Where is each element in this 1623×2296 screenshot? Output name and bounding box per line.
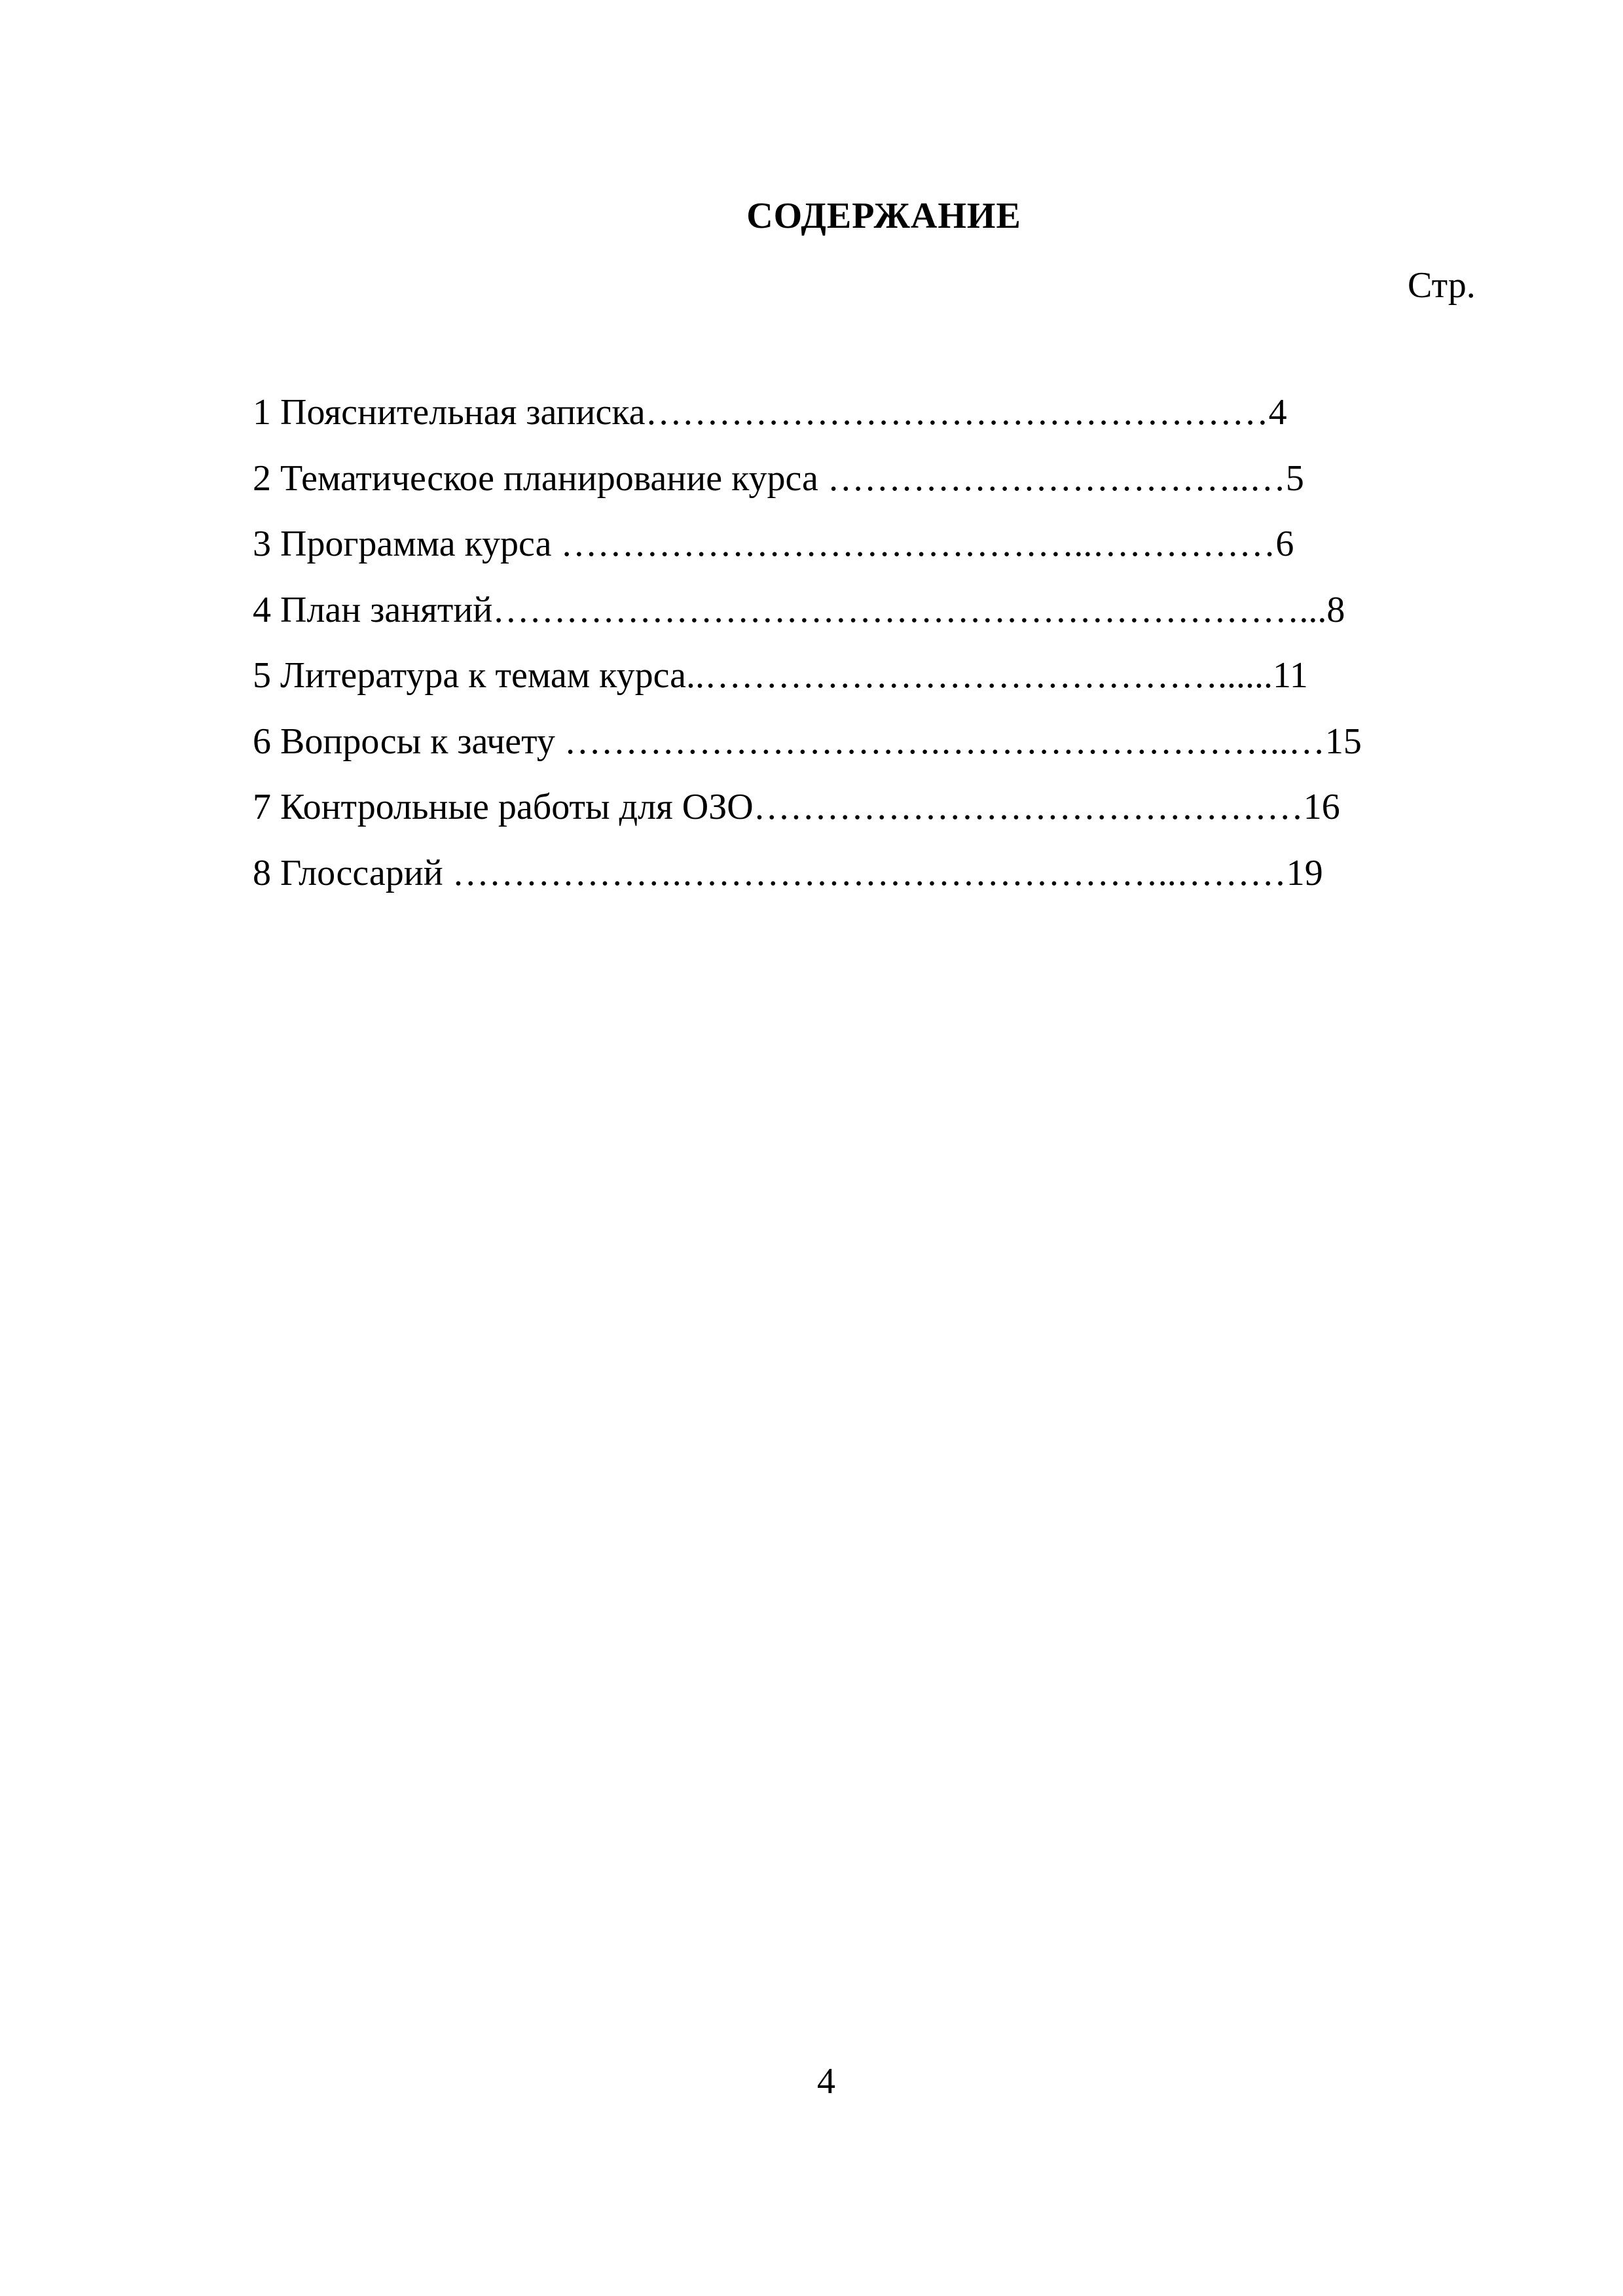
toc-entry-6: 6 Вопросы к зачету ………………………….………………………..…15: [253, 721, 1362, 762]
page-number: 4: [817, 2061, 835, 2102]
toc-entry-5: 5 Литература к темам курса..……………………………………......11: [253, 655, 1308, 696]
document-title: СОДЕРЖАНИЕ: [746, 196, 1021, 236]
toc-entry-3: 3 Программа курса ……………………………………..……………6: [253, 524, 1294, 564]
page-column-label: Стр.: [1408, 265, 1476, 306]
toc-entry-8: 8 Глоссарий ……………….…………………………………..………19: [253, 852, 1323, 893]
toc-entry-7: 7 Контрольные работы для ОЗО………………………………………16: [253, 787, 1340, 827]
table-of-contents: [253, 386, 1362, 912]
toc-entry-2: 2 Тематическое планирование курса ……………………………..…5: [253, 457, 1304, 499]
toc-entry-1: 1 Пояснительная записка……………………………………………4: [253, 392, 1287, 433]
toc-entry-4: 4 План занятий…………………………………………………………...8: [253, 589, 1345, 630]
